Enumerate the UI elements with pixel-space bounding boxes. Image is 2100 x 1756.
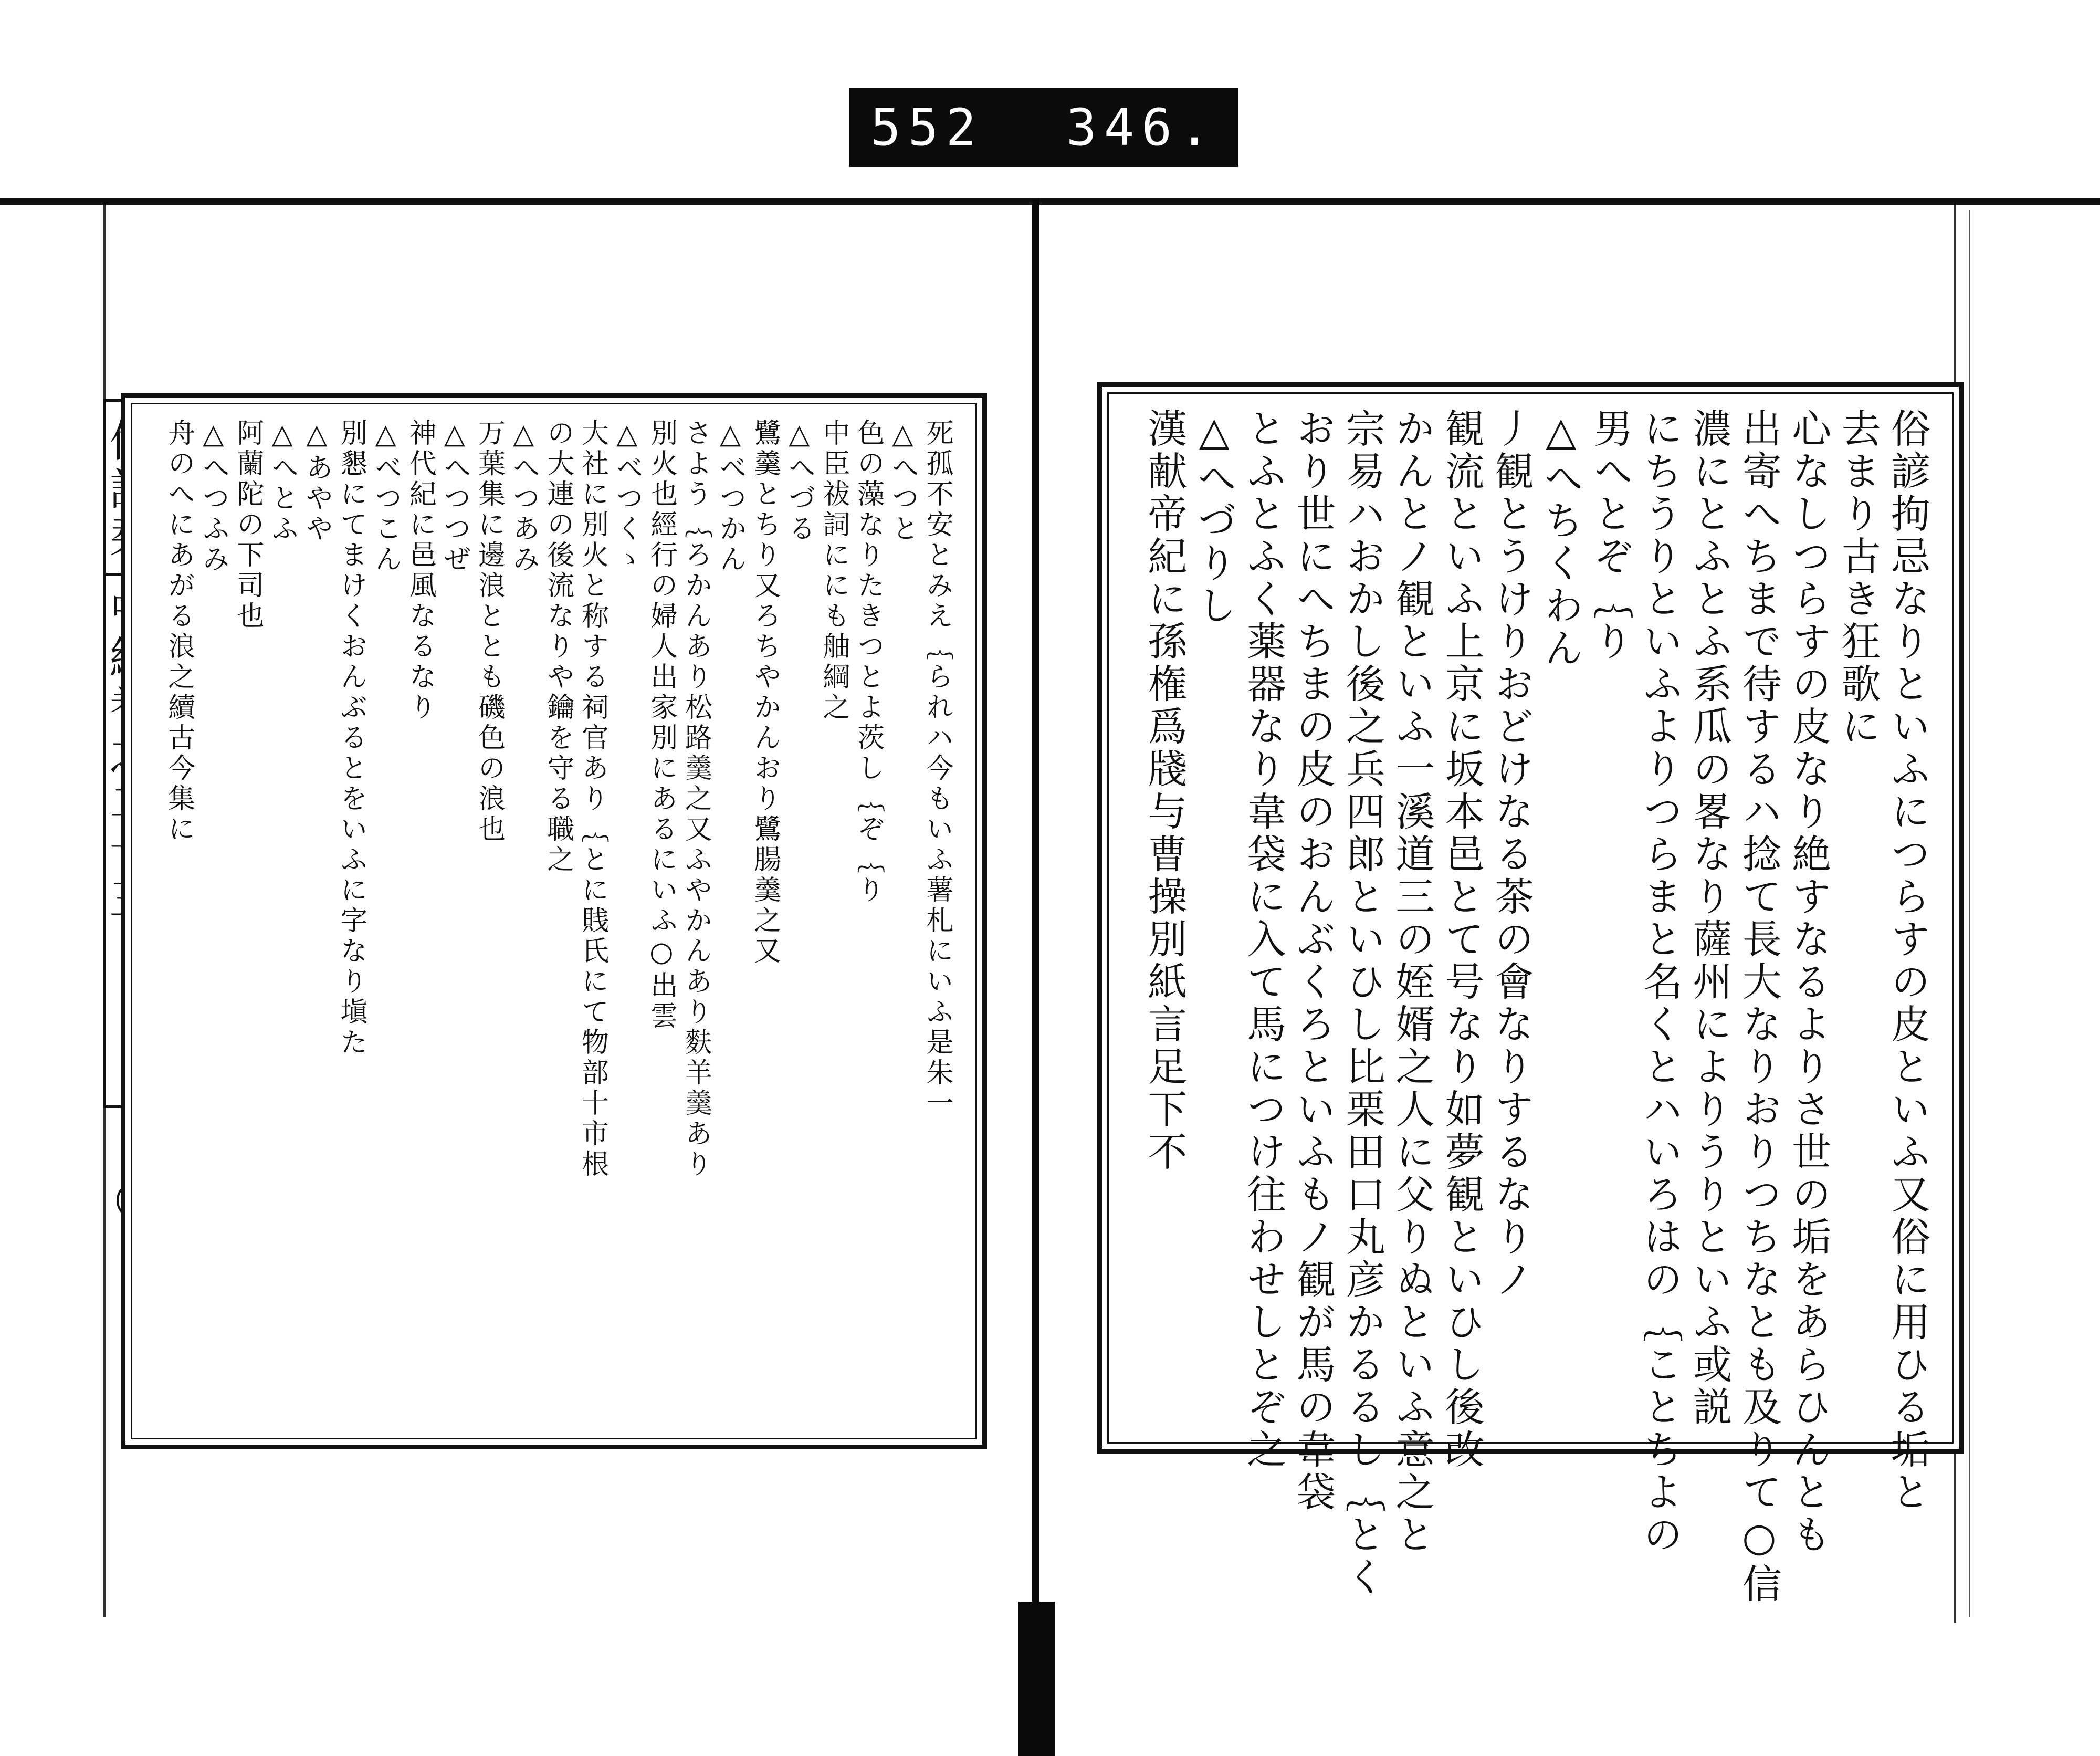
text-column: とふとふく薬器なり韋袋に入て馬につけ往わせしとぞ之	[1241, 408, 1287, 1471]
entry-heading: △へちくわん	[1538, 408, 1584, 670]
text-column: かんとノ観といふ一溪道三の姪婿之人に父りぬといふ意之と	[1389, 408, 1436, 1556]
text-column: 別火也經行の婦人出家別にあるにいふ○出雲	[645, 419, 677, 1032]
entry-heading: △あやや	[301, 419, 333, 545]
text-column: 出寄へちまで待するハ捻て長大なりおりつちなとも及りて○信	[1736, 408, 1782, 1606]
archive-label	[849, 88, 1238, 167]
text-column: 男へとぞ｛り	[1587, 408, 1634, 663]
book-spine-foot	[1018, 1602, 1055, 1756]
text-column: 丿観とうけりおどけなる茶の會なりするなりノ	[1488, 408, 1535, 1301]
entry-heading: △べつくゝ	[611, 419, 643, 575]
text-column: 万葉集に邊浪ととも磯色の浪也	[473, 419, 505, 845]
text-column: 俗諺拘忌なりといふにつらすの皮といふ又俗に用ひる垢と	[1885, 408, 1931, 1514]
page-edge-right-inner	[1969, 210, 1970, 1617]
text-column: 死孤不安とみえ｛られハ今もいふ薯札にいふ是朱一	[921, 419, 953, 1119]
text-column: おり世にへちまの皮のおんぶくろといふもノ観が馬の韋袋	[1290, 408, 1337, 1514]
text-column: 心なしつらすの皮なり絶すなるよりさ世の垢をあらひんとも	[1786, 408, 1832, 1556]
book-spine	[1032, 200, 1040, 1756]
text-column: 阿蘭陀の下司也	[232, 419, 264, 632]
text-column: 色の藻なりたきつとよ茨し｛ぞ｛り	[852, 419, 884, 906]
archive-label-right: 346.	[1066, 98, 1217, 157]
top-rule	[0, 198, 2100, 205]
right-page-frame	[1097, 382, 1964, 1606]
entry-heading: △へづりし	[1191, 408, 1237, 628]
text-column: 漢献帝紀に孫権爲牋与曹操別紙言足下不	[1141, 408, 1188, 1174]
text-column: 鷺羹とちり又ろちやかんおり鷺腸羹之又	[749, 419, 781, 967]
text-column: 去まり古き狂歌に	[1835, 408, 1882, 748]
text-column: 中臣祓詞ににも舳綱之	[818, 419, 850, 723]
entry-heading: △べつかん	[715, 419, 747, 575]
text-column: 宗易ハおかし後之兵四郎といひし比栗田口丸彦かるるし｛とく	[1339, 408, 1386, 1599]
text-column: の大連の後流なりや鑰を守る職之	[542, 419, 574, 875]
text-column: 濃にとふとふ系瓜の畧なり薩州によりうりといふ或説	[1686, 408, 1733, 1429]
entry-heading: △へつあみ	[508, 419, 540, 575]
entry-heading: △へづる	[783, 419, 815, 545]
entry-heading: △へつふみ	[197, 419, 229, 575]
text-column: さよう｛ろかんあり松路羹之又ふやかんあり麩羊羹あり	[680, 419, 712, 1180]
text-column: 舟のへにあがる浪之續古今集に	[163, 419, 195, 845]
left-page-frame	[121, 393, 987, 1449]
archive-label-left: 552	[870, 98, 984, 157]
entry-heading: △へとふ	[266, 419, 298, 545]
text-column: 大社に別火と称する祠官あり｛とに賎氏にて物部十市根	[576, 419, 608, 1180]
text-column: 観流といふ上京に坂本邑とて号なり如夢観といひし後改	[1438, 408, 1485, 1471]
text-column: 神代紀に邑風なるなり	[404, 419, 436, 723]
text-column: 別懇にてまけくおんぶるとをいふに字なり塡た	[335, 419, 367, 1058]
text-column: にちうりといふよりつらまと名くとハいろはの｛ことちよの	[1637, 408, 1684, 1556]
entry-heading: △へつつぜ	[438, 419, 470, 575]
entry-heading: △べつこん	[370, 419, 402, 575]
entry-heading: △へつと	[887, 419, 919, 545]
